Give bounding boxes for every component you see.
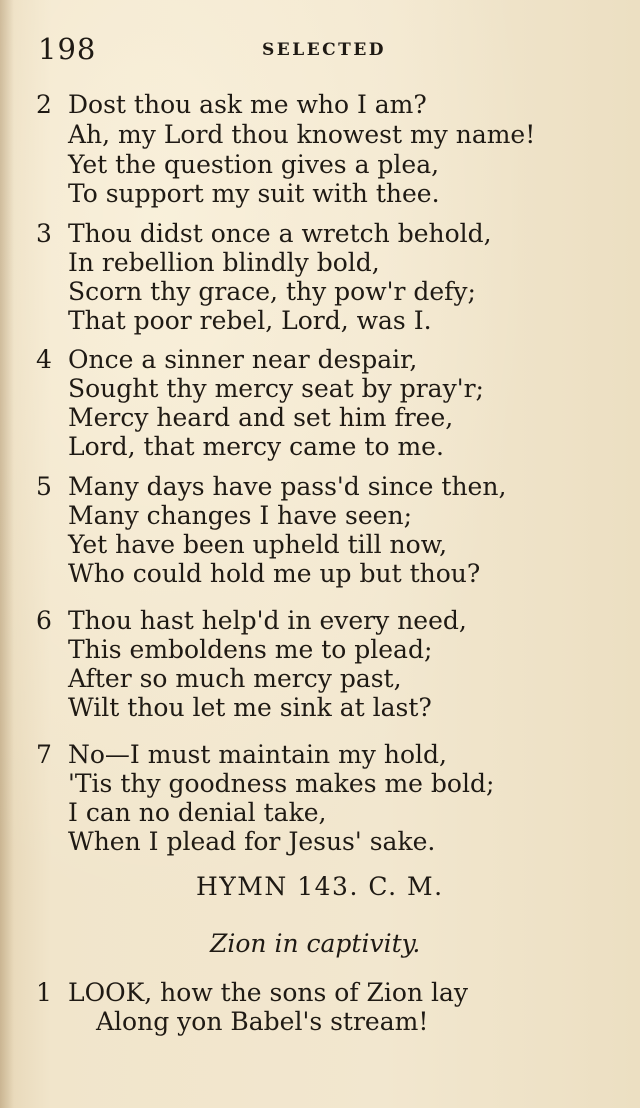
verse-line: Sought thy mercy seat by pray'r; <box>68 374 484 403</box>
verse-line: This emboldens me to plead; <box>68 635 433 664</box>
verse-line: Lord, that mercy came to me. <box>68 432 444 461</box>
verse-line: Dost thou ask me who I am? <box>68 90 427 119</box>
page-header <box>0 30 640 70</box>
stanza-number: 4 <box>36 345 52 374</box>
verse-line: In rebellion blindly bold, <box>68 248 380 277</box>
verse-line: I can no denial take, <box>68 798 327 827</box>
verse-line: LOOK, how the sons of Zion lay <box>68 978 469 1007</box>
hymn-title: HYMN 143. C. M. <box>196 872 444 901</box>
stanza-number: 7 <box>36 740 52 769</box>
verse-line: After so much mercy past, <box>68 664 402 693</box>
stanza-number: 5 <box>36 472 52 501</box>
stanza-number: 3 <box>36 219 52 248</box>
verse-line: Once a sinner near despair, <box>68 345 418 374</box>
stanza-number: 1 <box>36 978 52 1007</box>
verse-line: Many days have pass'd since then, <box>68 472 507 501</box>
verse-line: Along yon Babel's stream! <box>96 1007 429 1036</box>
verse-line: No—I must maintain my hold, <box>68 740 447 769</box>
verse-line: Ah, my Lord thou knowest my name! <box>68 120 536 149</box>
verse-line: Yet the question gives a plea, <box>68 150 440 179</box>
page-gutter <box>0 0 14 1108</box>
verse-line: Many changes I have seen; <box>68 501 412 530</box>
stanza-number: 2 <box>36 90 52 119</box>
verse-line: When I plead for Jesus' sake. <box>68 827 436 856</box>
verse-line: 'Tis thy goodness makes me bold; <box>68 769 495 798</box>
verse-line: To support my suit with thee. <box>68 179 440 208</box>
verse-line: Thou hast help'd in every need, <box>68 606 467 635</box>
running-head: SELECTED <box>262 40 387 60</box>
stanza-number: 6 <box>36 606 52 635</box>
verse-line: Who could hold me up but thou? <box>68 559 481 588</box>
page-number: 198 <box>38 32 97 66</box>
verse-line: Yet have been upheld till now, <box>68 530 448 559</box>
verse-line: Scorn thy grace, thy pow'r defy; <box>68 277 476 306</box>
verse-line: That poor rebel, Lord, was I. <box>68 306 432 335</box>
verse-line: Mercy heard and set him free, <box>68 403 454 432</box>
verse-line: Thou didst once a wretch behold, <box>68 219 492 248</box>
hymn-subtitle: Zion in captivity. <box>210 929 421 958</box>
verse-line: Wilt thou let me sink at last? <box>68 693 432 722</box>
